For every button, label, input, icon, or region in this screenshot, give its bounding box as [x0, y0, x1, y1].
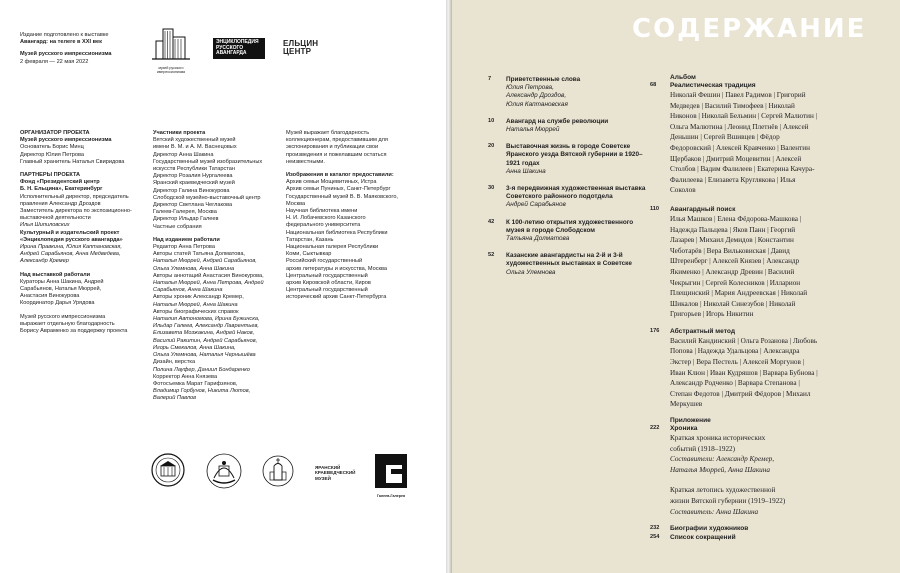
chronicle-item: Краткая летопись художественной: [670, 486, 776, 495]
credit-line: Ильдар Галеев, Александр Лаврентьев,: [153, 323, 259, 330]
credit-line: Андрей Сарабьянов, Анна Медведева,: [20, 251, 121, 258]
credit-line: Культурный и издательский проект: [20, 229, 120, 236]
credit-line: Вятский художественный музей: [153, 137, 236, 144]
left-page-colophon: [0, 0, 448, 573]
toc-section-abbr[interactable]: [650, 534, 818, 542]
entry-title: Казанские авангардисты на 2-й и 3-й художественных выставках в Советске: [506, 252, 632, 268]
credit-line: Изображения в каталог предоставили:: [286, 172, 394, 179]
credit-line: Над изданием работали: [153, 236, 220, 243]
credits-column-3: [286, 130, 398, 302]
page-number: 254: [650, 534, 660, 541]
credit-line: Частные собрания: [153, 223, 202, 230]
credit-line: Государственный музей изобразительных: [153, 158, 263, 165]
credit-line: экспонирования и публикации свои: [286, 144, 379, 151]
entry-title: Авангард на службе революции: [506, 117, 609, 125]
credit-line: Авторы аннотаций Анастасия Винокурова,: [153, 272, 264, 279]
credit-line: Борису Авраменко за поддержку проекта: [20, 328, 128, 335]
credit-line: Музей русского импрессионизма: [20, 137, 112, 144]
yeltsin-center-logo: [283, 40, 318, 56]
exhibition-info: [20, 32, 140, 66]
credit-line: Кураторы Анна Шакина, Андрей: [20, 278, 104, 285]
credit-line: Яранский краеведческий музей: [153, 180, 235, 187]
entry-title: Выставочная жизнь в городе Советске Яранского уезда Вятской губернии в 1920–1921 годах: [506, 143, 643, 167]
yeltsin-line-2: ЦЕНТР: [283, 47, 312, 56]
credit-line: Сарабьянов, Наталья Мюррей,: [20, 286, 102, 293]
toc-entry[interactable]: [488, 185, 648, 210]
enc-line-1: ЭНЦИКЛОПЕДИЯ: [216, 39, 259, 45]
page-number: 42: [488, 218, 495, 225]
credit-line: федерального университета: [286, 222, 361, 229]
page-number: 20: [488, 143, 495, 150]
museum-emblem-icon: [150, 452, 186, 488]
yeltsin-line-1: ЕЛЬЦИН: [283, 39, 319, 48]
credit-line: Ольга Улемнова, Наталья Чернышёва: [153, 352, 256, 359]
tatarstan-museum-emblem-icon: [205, 452, 243, 490]
credit-line: Наталья Мюррей, Андрей Сарабьянов,: [153, 258, 257, 265]
artist-names: Василий Кандинский | Ольга Розанова | Любовь Попова | Надежда Удальцова | Александра Экстер | Вера Пестель | Алексей Моргунов | Иван Клюн | Иван Кудряшов | Варвара Бубнова | Александр Родченко | Варвара Степанова | Степан Федотов | Дмитрий Фёдоров | Михаил Меркушев: [670, 336, 818, 409]
credit-line: Директор Розалия Нургалеева: [153, 173, 233, 180]
credit-line: Ольга Улемнова, Анна Шакина: [153, 265, 235, 272]
museum-logo: [150, 27, 192, 74]
credit-line: Корректор Анна Князева: [153, 373, 218, 380]
album-heading: Альбом: [670, 74, 696, 81]
artist-names: Илья Машков | Елена Фёдорова-Машкова | Надежда Пальцева | Яков Панн | Георгий Лазарев | Михаил Демидов | Константин Чеботарёв | Вера Вильковиская | Давид Штеренберг | Алексей Князев | Александр Якименко | Александр Древин | Василий Чекрыгин | Сергей Колесников | Илларион Плещинский | Мария Андреевская | Николай Шикалов | Николай Синезубов | Николай Григорьев | Игорь Никитин: [670, 214, 808, 319]
credit-line: исторический архив Санкт-Петербурга: [286, 294, 387, 301]
entry-author: Андрей Сарабьянов: [506, 201, 566, 209]
credit-line: имени В. М. и А. М. Васнецовых: [153, 144, 237, 151]
credit-line: Александр Кремер: [20, 258, 69, 265]
credit-line: Дизайн, верстка: [153, 359, 196, 366]
toc-section-abstract[interactable]: [650, 328, 818, 410]
credit-line: Василий Ракитин, Андрей Сарабьянов,: [153, 337, 258, 344]
entry-author: Ольга Улемнова: [506, 268, 556, 276]
entry-author: Александр Дроздов,: [506, 92, 567, 100]
credit-line: Директор Юлия Петрова: [20, 151, 85, 158]
encyclopedia-logo: [213, 38, 265, 59]
page-number: 7: [488, 76, 492, 82]
credit-line: Наталья Мюррей, Анна Шакина: [153, 301, 238, 308]
credit-line: Национальная библиотека Республики: [286, 229, 388, 236]
entry-author: Анна Шакина: [506, 167, 546, 175]
museum-logo-caption: музей русского импрессионизма: [156, 66, 186, 74]
credit-line: Главный хранитель Наталья Свиридова: [20, 158, 125, 165]
toc-entry[interactable]: [488, 252, 648, 277]
credit-line: Владимир Горбунов, Никита Лютов,: [153, 388, 251, 395]
entry-author: Юлия Каптановская: [506, 100, 568, 108]
entry-author: Татьяна Долматова: [506, 235, 570, 243]
toc-section-bios[interactable]: [650, 525, 818, 533]
contents-title: СОДЕРЖАНИЕ: [632, 14, 867, 44]
entry-title: 3-я передвижная художественная выставка Советского районного подотдела: [506, 185, 646, 201]
toc-entry[interactable]: [488, 219, 648, 244]
page-number: 68: [650, 82, 657, 88]
credit-line: Анастасия Винокурова: [20, 293, 80, 300]
credit-line: Наталия Автономова, Ирина Бужинска,: [153, 316, 260, 323]
entry-title: К 100-летию открытия художественного музея в городе Слободском: [506, 218, 634, 234]
kmuz-line-1: ЯРАНСКИЙ: [315, 465, 341, 470]
credit-line: Заместитель директора по экспозиционно-: [20, 208, 132, 215]
right-page-contents: [452, 0, 900, 573]
credit-line: Координатор Дарья Урядова: [20, 300, 95, 307]
credit-line: Н. И. Лобачевского Казанского: [286, 215, 366, 222]
credit-line: Директор Ильдар Галеев: [153, 216, 219, 223]
toc-entry[interactable]: [488, 118, 648, 134]
appendix-heading: Приложение: [670, 417, 711, 425]
chronicle-item: событий (1918–1922): [670, 444, 736, 453]
credit-line: Татарстан, Казань: [286, 236, 334, 243]
intro-line: Издание подготовлено к выставке: [20, 32, 109, 38]
page-number: 232: [650, 525, 660, 532]
page-number: 52: [488, 252, 495, 259]
chronicle-authors: Составители: Александр Кремер,: [670, 455, 775, 464]
credit-line: Центральный государственный: [286, 287, 368, 294]
credit-line: Центральный государственный: [286, 272, 368, 279]
section-title: Список сокращений: [670, 534, 736, 542]
credit-line: Музей выражает благодарность: [286, 130, 370, 136]
credit-line: ОРГАНИЗАТОР ПРОЕКТА: [20, 130, 90, 136]
credit-line: Национальная галерея Республики: [286, 244, 379, 251]
credit-line: Галеев-Галерея, Москва: [153, 209, 217, 216]
credit-line: Редактор Анна Петрова: [153, 244, 215, 251]
credit-line: правления Александр Дроздов: [20, 200, 101, 207]
credit-line: Сарабьянов, Анна Шакина: [153, 287, 223, 294]
enc-line-2: РУССКОГО: [216, 44, 244, 51]
credit-line: выставочной деятельности: [20, 215, 91, 222]
section-title: Биографии художников: [670, 525, 749, 533]
chronicle-authors: Составитель: Анна Шакина: [670, 507, 759, 516]
kmuz-line-2: КРАЕВЕДЧЕСКИЙ: [315, 470, 356, 476]
credit-line: Государственный музей В. В. Маяковского,: [286, 193, 398, 200]
enc-line-3: АВАНГАРДА: [216, 50, 247, 57]
credit-line: Москва: [286, 200, 306, 207]
entry-author: Наталья Мюррей: [506, 126, 560, 134]
credit-line: Научная библиотека имени: [286, 208, 358, 215]
toc-section-avant[interactable]: [650, 206, 818, 320]
page-number: 176: [650, 327, 660, 334]
galeev-gallery-logo: [375, 454, 407, 498]
credit-line: Б. Н. Ельцина», Екатеринбург: [20, 186, 103, 193]
credit-line: Авторы биографических справок: [153, 308, 239, 315]
credit-line: Валерий Павлов: [153, 395, 197, 402]
page-number: 30: [488, 185, 495, 192]
museum-name: Музей русского импрессионизма: [20, 51, 112, 58]
credit-line: Участники проекта: [153, 130, 206, 136]
credit-line: Ирина Правкина, Юлия Каптановская,: [20, 244, 122, 251]
credit-line: неизвестными.: [286, 158, 325, 165]
credit-line: выражает отдельную благодарность: [20, 320, 115, 327]
credit-line: Музей русского импрессионизма: [20, 313, 106, 320]
toc-entry[interactable]: [488, 76, 648, 109]
credit-line: Слободской музейно-выставочный центр: [153, 194, 261, 201]
page-number: 10: [488, 117, 495, 124]
essays-list: [488, 76, 648, 286]
entry-title: Приветственные слова: [506, 76, 581, 83]
credit-line: Авторы статей Татьяна Долматова,: [153, 251, 245, 258]
entry-author: Юлия Петрова,: [506, 84, 554, 92]
credit-line: Основатель Борис Минц: [20, 144, 84, 151]
credit-line: Илья Шипиловских: [20, 222, 70, 229]
credit-line: Елизавета Мозжакина, Андрей Наков,: [153, 330, 255, 337]
exhibition-dates: 2 февраля — 22 мая 2022: [20, 58, 89, 65]
credit-line: Архив семьи Пуниных, Санкт-Петербург: [286, 186, 391, 193]
credit-line: коллекционерам, предоставившим для: [286, 137, 388, 144]
yaransk-museum-logo: [315, 465, 356, 481]
galeev-gallery-caption: Галеев-Галерея: [376, 494, 406, 498]
partner-logos: [150, 452, 420, 497]
credit-line: искусств Республики Татарстан: [153, 166, 235, 173]
chronicle-item: жизни Вятской губернии (1919–1922): [670, 497, 786, 505]
credit-line: Игорь Смекалов, Анна Шакина,: [153, 344, 236, 351]
chronicle-item: Краткая хроника исторических: [670, 434, 766, 443]
church-emblem-icon: [262, 454, 294, 488]
galeev-gallery-icon: [375, 454, 407, 488]
section-title: Абстрактный метод: [670, 327, 736, 335]
credit-line: архив литературы и искусства, Москва: [286, 265, 387, 272]
credits-column-2: [153, 130, 275, 403]
credit-line: Российский государственный: [286, 258, 363, 265]
toc-section-chronicle[interactable]: [650, 425, 818, 517]
credit-line: Над выставкой работали: [20, 271, 91, 278]
chronicle-authors: Наталья Мюррей, Анна Шакина: [670, 465, 770, 474]
section-title: Реалистическая традиция: [670, 82, 756, 89]
credit-line: архив Кировской области, Киров: [286, 280, 371, 287]
credit-line: Фотосъемка Марат Гарифзянов,: [153, 380, 238, 387]
credit-line: Архив семьи Мощевитиных, Истра: [286, 179, 377, 186]
exhibition-title: Авангард: на телеге в XXI век: [20, 39, 102, 46]
page-number: 110: [650, 205, 660, 212]
credit-line: произведения и пожелавшим остаться: [286, 151, 387, 158]
section-title: Хроника: [670, 425, 698, 433]
credit-line: Фонд «Президентский центр: [20, 179, 100, 186]
credit-line: Наталья Мюррей, Анна Петрова, Андрей: [153, 280, 264, 287]
kmuz-line-3: МУЗЕЙ: [315, 475, 331, 481]
credit-line: Коми, Сыктывкар: [286, 251, 332, 258]
section-title: Авангардный поиск: [670, 205, 736, 213]
credit-line: «Энциклопедия русского авангарда»: [20, 236, 123, 243]
album-list: [650, 74, 818, 549]
credit-line: Директор Анна Шакина: [153, 151, 214, 158]
artist-names: Николай Фешин | Павел Радимов | Григорий Медведев | Василий Тимофеев | Николай Никонов | Николай Бельмин | Сергей Малютин | Ольга Малютина | Леонид Плетнёв | Алексей Деньшин | Сергей Вшивцев | Фёдор Федоровский | Алексей Кравченко | Валентин Щербаков | Дмитрий Моцевитин | Алексей Столбов | Вадим Фалилеев | Екатерина Качура-Фалилеева | Елизавета Круглякова | Илья Соколов: [670, 91, 818, 195]
credit-line: Полина Лауфер, Даниил Бондаренко: [153, 366, 250, 373]
toc-entry[interactable]: [488, 143, 648, 176]
museum-building-icon: [150, 27, 192, 61]
credit-line: Директор Галина Винокурова: [153, 187, 230, 194]
credit-line: Директор Светлана Чеглакова: [153, 202, 233, 209]
credit-line: ПАРТНЕРЫ ПРОЕКТА: [20, 172, 81, 179]
toc-section-realist[interactable]: [650, 82, 818, 196]
credit-line: Авторы хроник Александр Кремер,: [153, 294, 244, 301]
credits-column-1: [20, 130, 142, 335]
credit-line: Исполнительный директор, председатель: [20, 193, 129, 200]
page-number: 222: [650, 425, 660, 432]
